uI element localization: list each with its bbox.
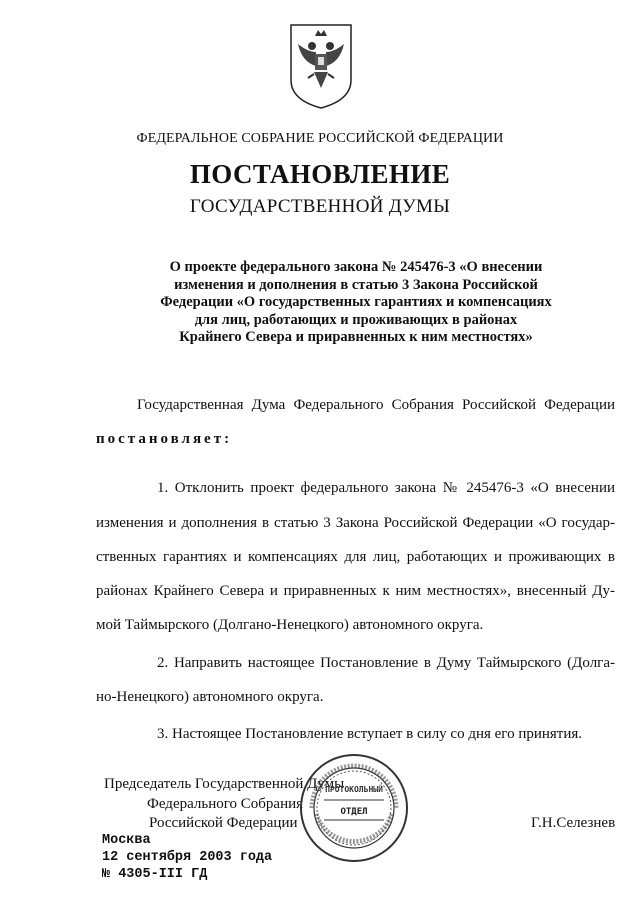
item-3-line: 3. Настоящее Постановление вступает в силу со дня его принятия. — [157, 726, 583, 742]
item-2-line: 2. Направить настоящее Постановление в Думу Таймырского (Долга- — [157, 655, 615, 671]
document-issuer: ГОСУДАРСТВЕННОЙ ДУМЫ — [189, 196, 451, 217]
subject-line: изменения и дополнения в статью 3 Закона Российской — [174, 276, 538, 293]
coat-of-arms-icon — [288, 22, 354, 110]
document-place: Москва — [102, 833, 151, 848]
seal-top-text: ПРОТОКОЛЬНЫЙ — [325, 785, 383, 794]
assembly-name: ФЕДЕРАЛЬНОЕ СОБРАНИЕ РОССИЙСКОЙ ФЕДЕРАЦИИ — [136, 131, 504, 146]
document-type: ПОСТАНОВЛЕНИЕ — [189, 159, 451, 189]
round-seal-stamp — [298, 752, 410, 864]
item-2-line: но-Ненецкого) автономного округа. — [96, 689, 324, 705]
preamble: Государственная Дума Федерального Собрания Российской Федерации — [137, 397, 615, 413]
subject-line: О проекте федерального закона № 245476-3 «О внесении — [169, 259, 543, 275]
item-1-line: ственных гарантиях и компенсациях для лиц, работающих и проживающих в — [96, 549, 615, 565]
signatory-name: Г.Н.Селезнев — [531, 815, 616, 831]
signatory-title-line: Федерального Собрания — [147, 796, 304, 812]
document-subject — [132, 259, 580, 347]
signatory-title-line: Российской Федерации — [149, 815, 298, 831]
document-number: № 4305-III ГД — [102, 867, 208, 882]
subject-line: Федерации «О государственных гарантиях и компенсациях — [160, 294, 552, 310]
signatory-title-line: Председатель Государственной Думы — [104, 776, 345, 792]
item-1-line: районах Крайнего Севера и приравненных к ним местностях», внесенный Ду- — [96, 583, 615, 599]
item-1-line: изменения и дополнения в статью 3 Закона Российской Федерации «О государ- — [96, 515, 615, 531]
seal-center-text: ОТДЕЛ — [340, 807, 368, 817]
document-date: 12 сентября 2003 года — [102, 850, 273, 865]
decides-word: постановляет: — [96, 431, 233, 447]
subject-line: для лиц, работающих и проживающих в районах — [194, 311, 518, 328]
item-1-line: 1. Отклонить проект федерального закона № 245476-3 «О внесении — [157, 480, 615, 496]
item-1-line: мой Таймырского (Долгано-Ненецкого) автономного округа. — [96, 617, 484, 633]
subject-line: Крайнего Севера и приравненных к ним местностях» — [179, 329, 533, 345]
